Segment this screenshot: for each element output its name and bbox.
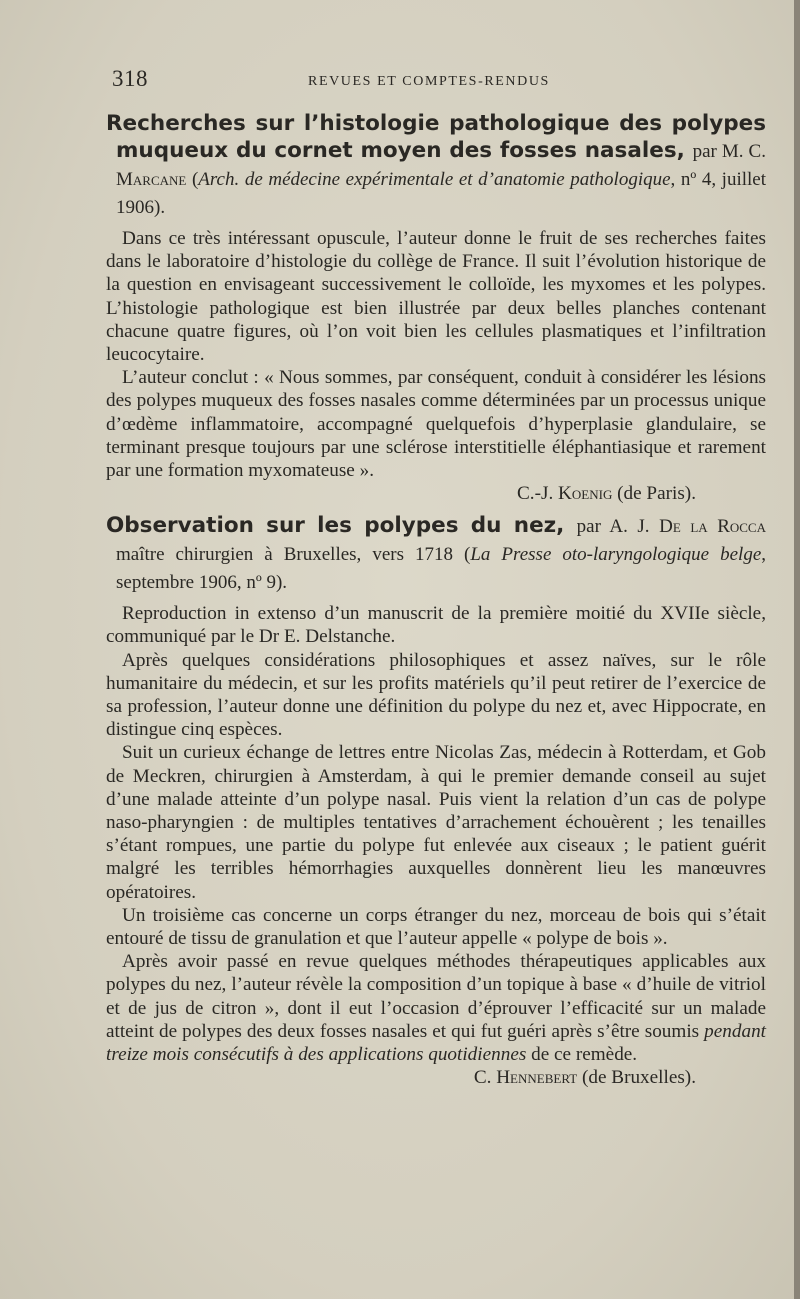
review-1-title: Recherches sur l’histologie pathologique des polypes muqueux du cornet moyen des fosses nasales, [106, 111, 766, 163]
review-2-author: De la Rocca [659, 516, 766, 538]
page-edge-shadow [794, 0, 800, 1299]
review-2-issue: , septembre 1906, nº 9). [116, 544, 766, 594]
review-2-signature-place: (de Bruxelles). [581, 1067, 696, 1089]
review-2-signature-name: C. Hennebert [473, 1067, 578, 1089]
page-number: 318 [112, 66, 148, 91]
review-2-paragraph: Reproduction in extenso d’un manuscrit de la première moitié du XVIIe siècle, communiqué par le Dr E. Delstanche. [106, 603, 766, 648]
review-2-last-paragraph [106, 950, 766, 1066]
review-2-citation-open: ( [464, 544, 471, 566]
review-2-by: par A. J. [576, 516, 650, 538]
review-1 [106, 110, 766, 506]
review-2-last-paragraph-end: de ce remède. [531, 1044, 638, 1066]
review-2-title: Observation sur les polypes du nez, [106, 513, 565, 539]
review-1-paragraph: Dans ce très intéressant opuscule, l’auteur donne le fruit de ses recherches faites dans le laboratoire d’histologie du collège de France. Il suit l’évolution historique de la question en envisageant successivement le colloïde, les myxomes et les polypes. L’histologie pathologique est bien illustrée par deux belles planches contenant chacune quatre figures, où l’on voit bien les cellules plasmatiques et l’infiltration leucocytaire. [106, 228, 766, 366]
review-1-paragraph: L’auteur conclut : « Nous sommes, par conséquent, conduit à considérer les lésions des polypes muqueux des fosses nasales comme déterminées par un processus unique d’œdème inflammatoire, accompagné quelquefois d’hyperplasie glandulaire, se terminant presque toujours par une sclérose interstitielle éléphantiasique et rarement par une formation myxomateuse ». [106, 367, 766, 482]
review-1-signature-place: (de Paris). [617, 483, 696, 505]
review-1-by: par [692, 141, 717, 162]
review-2-journal: La Presse oto-laryngologique belge [470, 544, 762, 566]
review-2-paragraph: Après quelques considérations philosophiques et assez naïves, sur le rôle humanitaire du médecin, et sur les profits matériels qu’il peut retirer de l’exercice de sa profession, l’auteur donne une définition du polype du nez et, avec Hippocrate, en distingue cinq espèces. [106, 649, 766, 741]
review-1-issue: , nº 4, juillet 1906). [116, 169, 767, 218]
review-1-journal: Arch. de médecine expérimentale et d’anatomie pathologique [198, 169, 671, 190]
review-1-heading [106, 110, 766, 221]
review-2-paragraph: Un troisième cas concerne un corps étranger du nez, morceau de bois qui s’était entouré de tissu de granulation et que l’auteur appelle « polype de bois ». [106, 904, 766, 950]
review-2-author-desc: maître chirurgien à Bruxelles, vers 1718 [116, 544, 453, 566]
running-head: REVUES ET COMPTES-RENDUS [308, 74, 550, 89]
review-2-signature [106, 1066, 766, 1090]
review-2-heading [106, 512, 766, 596]
text-column [106, 110, 766, 1090]
page-header [112, 66, 752, 96]
review-1-author: M. C. Marcane [116, 141, 766, 190]
review-2 [106, 512, 766, 1090]
review-2-last-paragraph-italic: pendant treize mois consécutifs à des applications quotidiennes [106, 1020, 766, 1066]
review-2-paragraph: Suit un curieux échange de lettres entre Nicolas Zas, médecin à Rotterdam, et Gob de Meckren, chirurgien à Amsterdam, à qui le premier demande conseil au sujet d’une malade atteinte d’un polype nasal. Puis vient la relation d’un cas de polype naso-pharyngien : de multiples tentatives d’arrachement échouèrent ; les tenailles s’étant rompues, une partie du polype fut enlevée aux ciseaux ; le patient guérit malgré les terribles hémorrhagies auxquelles donnèrent lieu les manœuvres opératoires. [106, 742, 766, 903]
review-1-citation-open: ( [191, 169, 199, 190]
review-1-signature-name: C.-J. Koenig [517, 483, 613, 505]
review-2-last-paragraph-start: Après avoir passé en revue quelques méthodes thérapeutiques applicables aux polypes du nez, l’auteur révèle la composition d’un topique à base « d’huile de vitriol et de jus de citron », dont il eut l’occasion d’éprouver l’efficacité sur un malade atteint de polypes des deux fosses nasales et qui fut guéri après s’être soumis [106, 951, 766, 1042]
review-1-signature [106, 482, 766, 506]
